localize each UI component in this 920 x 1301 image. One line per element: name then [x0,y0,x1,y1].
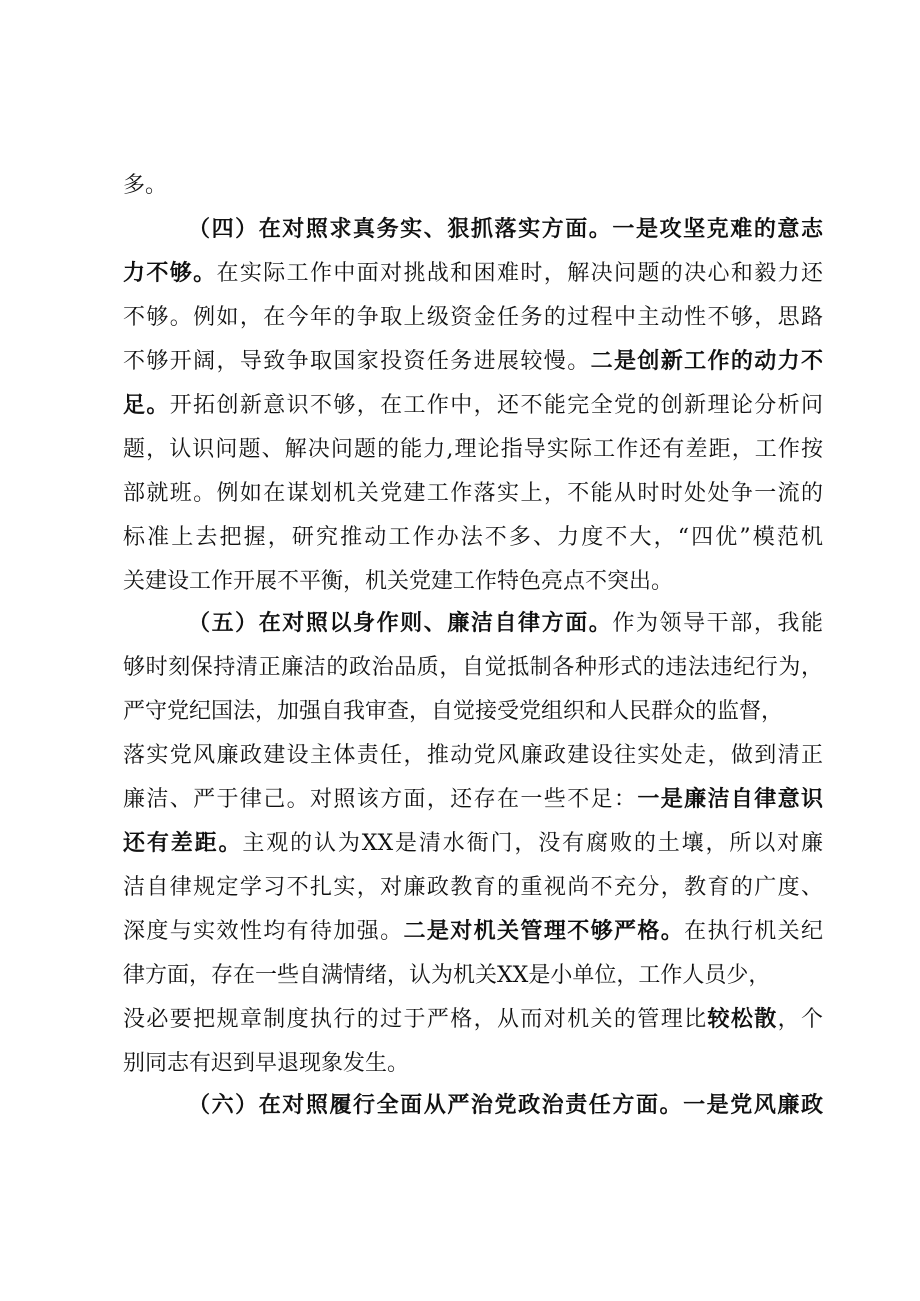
text-line [123,692,823,732]
text-run: 主观的认为XX是清水衙门，没有腐败的土壤，所以对廉 [242,831,823,856]
bold-run: （四）在对照求真务实、狠抓落实方面。一是攻坚克难的意志 [188,217,823,242]
text-line [123,298,823,338]
text-run: 廉洁、严于律己。对照该方面，还存在一些不足： [123,787,638,812]
text-run: 部就班。例如在谋划机关党建工作落实上，不能从时时处处争一流的 [123,481,823,506]
text-line [123,868,823,908]
text-line [123,912,823,952]
text-line [123,1044,823,1084]
text-run: 落实党风廉政建设主体责任，推动党风廉政建设往实处走，做到清正 [123,743,823,768]
bold-run: （六）在对照履行全面从严治党政治责任方面。一是党风廉政 [188,1093,823,1118]
bold-run: 一是廉洁自律意识 [637,787,823,812]
text-run: 标准上去把握，研究推动工作办法不多、力度不大，“四优”模范机 [123,525,823,550]
text-line [123,562,823,602]
text-line [123,474,823,514]
text-run: 作为领导干部，我能 [612,611,823,636]
text-run: 在实际工作中面对挑战和困难时，解决问题的决心和毅力还 [216,261,823,286]
text-run: 别同志有迟到早退现象发生。 [123,1051,410,1076]
text-run: 在执行机关纪 [684,919,823,944]
section-heading-4 [188,210,823,250]
section-heading-6 [188,1086,823,1126]
text-run: 律方面，存在一些自满情绪，认为机关XX是小单位，工作人员少， [123,963,771,988]
text-run: 开拓创新意识不够，在工作中，还不能完全党的创新理论分析问 [169,393,823,418]
text-run: 多。 [123,173,168,198]
bold-run: 较松散 [707,1007,778,1032]
text-run: ，个 [777,1007,823,1032]
text-line [123,956,823,996]
bold-run: 足。 [123,393,170,418]
text-line [123,648,823,688]
text-line [123,736,823,776]
bold-run: 二是创新工作的动力不 [590,349,823,374]
text-line [123,342,823,382]
bold-run: 还有差距。 [123,831,243,856]
text-line [123,1000,823,1040]
text-run: 不够开阔，导致争取国家投资任务进展较慢。 [123,349,591,374]
text-run: 够时刻保持清正廉洁的政治品质，自觉抵制各种形式的违法违纪行为， [123,655,823,680]
section-heading-5 [188,604,823,644]
text-line [123,518,823,558]
text-run: 不够。例如，在今年的争取上级资金任务的过程中主动性不够，思路 [123,305,823,330]
bold-run: 力不够。 [123,261,217,286]
text-line [123,824,823,864]
text-run: 严守党纪国法，加强自我审查，自觉接受党组织和人民群众的监督， [123,699,784,724]
text-line [123,166,823,206]
text-run: 没必要把规章制度执行的过于严格，从而对机关的管理比 [123,1007,708,1032]
text-run: 关建设工作开展不平衡，机关党建工作特色亮点不突出。 [123,569,674,594]
text-run: 深度与实效性均有待加强。 [123,919,404,944]
text-line [123,386,823,426]
text-line [123,254,823,294]
bold-run: 二是对机关管理不够严格。 [403,919,685,944]
text-line [123,430,823,470]
text-line [123,780,823,820]
bold-run: （五）在对照以身作则、廉洁自律方面。 [188,611,613,636]
text-run: 题，认识问题、解决问题的能力,理论指导实际工作还有差距，工作按 [123,437,823,462]
text-run: 洁自律规定学习不扎实，对廉政教育的重视尚不充分，教育的广度、 [123,875,823,900]
